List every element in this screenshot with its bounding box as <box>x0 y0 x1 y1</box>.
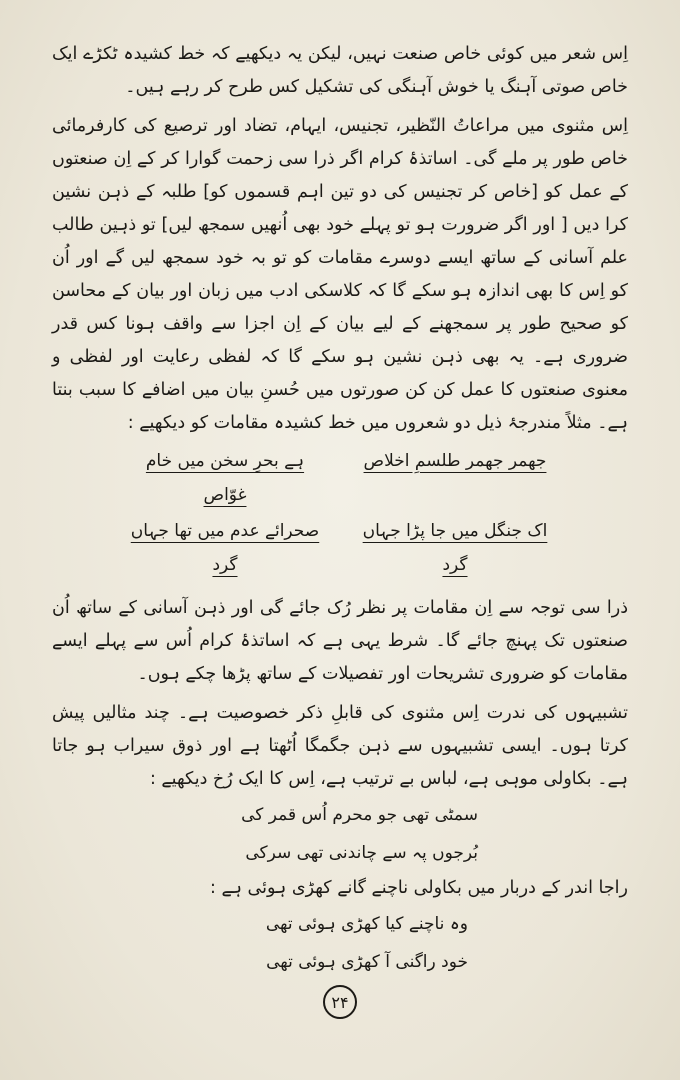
paragraph-4: تشبیہوں کی ندرت اِس مثنوی کی قابلِ ذکر خصوصیت ہے۔ چند مثالیں پیش کرتا ہوں۔ ایسی تشبیہوں سے ذہن جگمگا اُٹھتا ہے اور ذوق سیراب ہو جاتا ہے۔ بکاولی موہی ہے، لباس بے ترتیب ہے، اِس کا ایک رُخ دیکھیے : <box>52 703 628 789</box>
verse-line-2: بُرجوں پہ سے چاندنی تھی سرکی <box>245 843 478 863</box>
page-number: ۲۴ <box>323 985 357 1019</box>
paragraph-3: ذرا سی توجہ سے اِن مقامات پر نظر رُک جائے گی اور ذہن آسانی کے ساتھ اُن صنعتوں تک پہنچ جائے گا۔ شرط یہی ہے کہ اساتذۂ کرام اُس سے پہلے ایسے مقامات کو ضروری تشریحات اور تفصیلات کے ساتھ پڑھا چکے ہوں۔ <box>52 598 628 684</box>
couplet-2-line-1: اک جنگل میں جا پڑا جہاں گرد <box>362 521 548 575</box>
paragraph-5: راجا اندر کے دربار میں بکاولی ناچنے گانے کھڑی ہوئی ہے : <box>210 878 628 898</box>
paragraph-2: اِس مثنوی میں مراعاتُ النّظیر، تجنیس، ایہام، تضاد اور ترصیع کی کارفرمائی خاص طور پر ملے گی۔ اساتذۂ کرام اگر ذرا سی زحمت گوارا کر کے اِن صنعتوں کے عمل کو [خاص کر تجنیس کی دو تین اہم قسموں کو] طلبہ کے ذہن نشین کرا دیں [ اور اگر ضرورت ہو تو پہلے خود بھی اُنھیں سمجھ لیں] تو ذہین طالب علم آسانی کے ساتھ ایسے دوسرے مقامات کو تو بہ خود سمجھ لیں گے اور اُن کو اِس کا بھی اندازہ ہو سکے گا کہ کلاسکی ادب میں زبان اور بیان کے محاسن کو صحیح طور پر سمجھنے کے لیے بیان کے اِن اجزا سے واقف ہونا کس قدر ضروری ہے۔ یہ بھی ذہن نشین ہو سکے گا کہ لفظی رعایت اور لفظی و معنوی صنعتوں کا عمل کن کن صورتوں میں حُسنِ بیان میں اضافے کا سبب بنتا ہے۔ مثلاً مندرجۂ ذیل دو شعروں میں خط کشیدہ مقامات کو دیکھیے : <box>52 116 628 433</box>
couplet-1-line-2: ہے بحرِ سخن میں خام غوّاص <box>145 451 305 505</box>
verse-line-4: خود راگنی آ کھڑی ہوئی تھی <box>266 952 468 972</box>
verse-line-3: وہ ناچنے کیا کھڑی ہوئی تھی <box>265 914 468 934</box>
couplet-2-line-2: صحرائے عدم میں تھا جہاں گرد <box>130 521 320 575</box>
couplet-1-line-1: جھمر جھمر طلسمِ اخلاص <box>363 451 547 471</box>
verse-line-1: سمٹی تھی جو محرم اُس قمر کی <box>241 805 478 825</box>
couplets-block <box>52 444 628 582</box>
paragraph-1: اِس شعر میں کوئی خاص صنعت نہیں، لیکن یہ دیکھیے کہ خط کشیدہ ٹکڑے ایک خاص صوتی آہنگ یا خوش آہنگی کی تشکیل کس طرح کر رہے ہیں۔ <box>52 44 628 97</box>
page-text <box>52 38 628 981</box>
